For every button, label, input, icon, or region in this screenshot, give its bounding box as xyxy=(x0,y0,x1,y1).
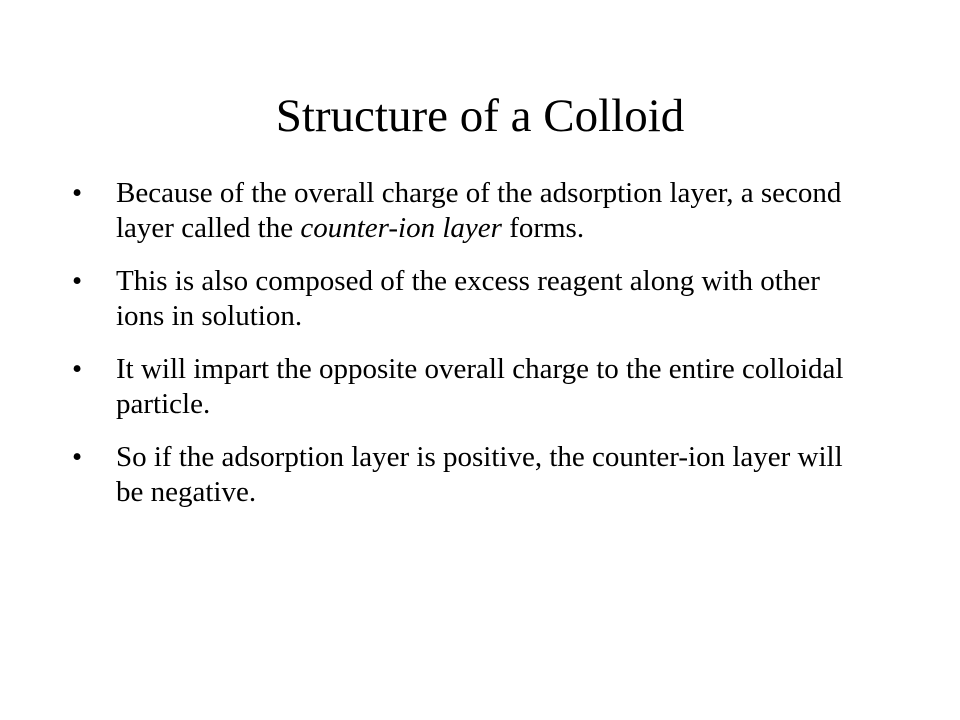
bullet-item xyxy=(72,352,862,422)
bullet-text xyxy=(116,264,862,334)
bullet-item xyxy=(72,440,862,510)
bullet-marker: • xyxy=(72,353,83,385)
bullet-item xyxy=(72,176,862,246)
slide-title: Structure of a Colloid xyxy=(275,90,685,142)
bullet-marker: • xyxy=(72,265,83,297)
bullet-text-part: Because of the overall charge of the adsorption layer, a second layer called the xyxy=(116,177,842,244)
bullet-marker: • xyxy=(72,441,83,473)
bullet-text xyxy=(116,440,862,510)
bullet-list xyxy=(72,176,862,528)
bullet-text xyxy=(116,176,862,246)
bullet-text-part: This is also composed of the excess reagent along with other ions in solution. xyxy=(116,265,820,332)
bullet-text-part: forms. xyxy=(501,212,585,244)
bullet-marker: • xyxy=(72,177,83,209)
bullet-item xyxy=(72,264,862,334)
bullet-emphasis: counter-ion layer xyxy=(300,212,502,244)
bullet-text-part: So if the adsorption layer is positive, the counter-ion layer will be negative. xyxy=(116,441,843,508)
bullet-text xyxy=(116,352,862,422)
bullet-text-part: It will impart the opposite overall charge to the entire colloidal particle. xyxy=(116,353,844,420)
